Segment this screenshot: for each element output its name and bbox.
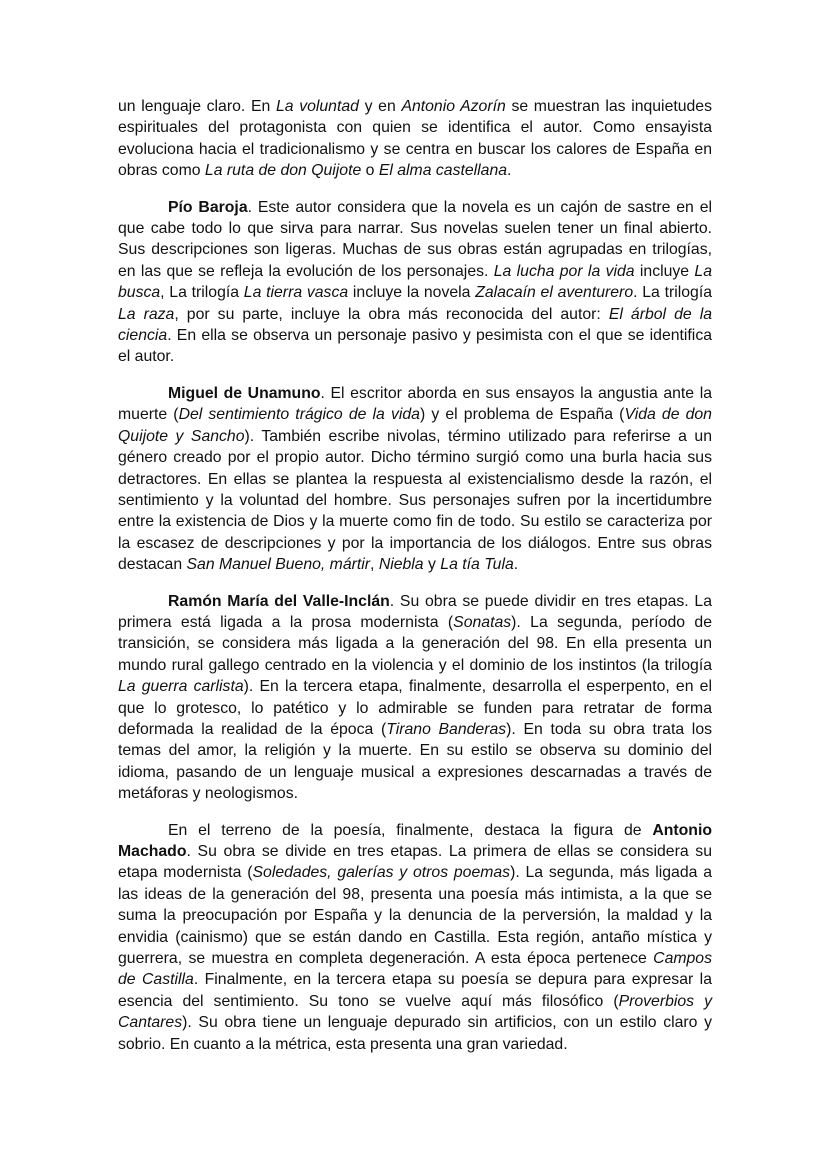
author-name: Pío Baroja (168, 198, 248, 216)
text-run: ). En la tercera etapa, finalmente, desarrolla el esperpento, en el que lo grotesco, lo patético y lo admirable se funden para retratar de forma deformada la realidad de la época ( (118, 678, 712, 738)
italic-title: El alma castellana (378, 162, 508, 180)
italic-title: Proverbios y Cantares (118, 992, 712, 1032)
italic-title: Tirano Banderas (386, 720, 507, 738)
text-run: . La trilogía (633, 284, 712, 302)
italic-title: Niebla (378, 556, 424, 574)
italic-title: Sonatas (453, 613, 512, 631)
text-run: ). También escribe nivolas, término utilizado para referirse a un género creado por el propio autor. Dicho término surgió como una burla hacia sus detractores. En ellas se plantea la respuesta al existencialismo desde la razón, el sentimiento y la voluntad del hombre. Sus personajes sufren por la incertidumbre entre la existencia de Dios y la muerte como fin de todo. Su estilo se caracteriza por la escasez de descripciones y por la importancia de los diálogos. Entre sus obras destacan (118, 427, 712, 574)
text-run: se muestran las inquietudes espirituales del protagonista con quien se identifica el autor. Como ensayista evoluciona hacia el tradicionalismo y se centra en buscar los calores de España en obras como (118, 98, 712, 180)
text-run: . Finalmente, en la tercera etapa su poesía se depura para expresar la esencia del sentimiento. Su tono se vuelve aquí más filosófico ( (118, 971, 712, 1010)
italic-title: La busca (118, 262, 712, 302)
paragraph-unamuno (118, 383, 712, 576)
italic-title: El árbol de la ciencia (118, 305, 712, 345)
italic-title: Antonio Azorín (401, 98, 506, 115)
text-run: ). Su obra tiene un lenguaje depurado sin artificios, con un estilo claro y sobrio. En cuanto a la métrica, esta presenta una gran variedad. (118, 1014, 712, 1053)
text-run: En el terreno de la poesía, finalmente, destaca la figura de (168, 821, 653, 839)
italic-title: Zalacaín el aventurero (475, 284, 634, 302)
italic-title: Campos de Castilla (118, 950, 712, 989)
text-run: ). La segunda, período de transición, se considera más ligada a la generación del 98. En ella presenta un mundo rural gallego centrado en la violencia y el dominio de los instintos (la trilogía (118, 613, 712, 674)
author-name: Miguel de Unamuno (168, 384, 321, 402)
italic-title: San Manuel Bueno, mártir (186, 556, 371, 574)
italic-title: Vida de don Quijote y Sancho (118, 406, 712, 445)
paragraph-valle-inclan (118, 591, 712, 805)
text-run: ) y el problema de España ( (419, 406, 625, 424)
text-run: y en (358, 98, 402, 115)
text-run: . El escritor aborda en sus ensayos la angustia ante la muerte ( (118, 384, 712, 424)
italic-title: Soledades, galerías y otros poemas (252, 864, 511, 882)
italic-title: La raza (118, 305, 175, 323)
text-run: , La trilogía (160, 284, 244, 302)
text-run: o (361, 162, 379, 180)
text-run: . En ella se observa un personaje pasivo y pesimista con el que se identifica el autor. (118, 327, 712, 366)
text-run: . Su obra se puede dividir en tres etapas. La primera está ligada a la prosa modernista ( (118, 592, 712, 631)
italic-title: La voluntad (275, 98, 359, 115)
italic-title: La ruta de don Quijote (204, 162, 362, 180)
text-run: ). En toda su obra trata los temas del amor, la religión y la muerte. En su estilo se observa su dominio del idioma, pasando de un lenguaje musical a expresiones descarnadas a través de metáforas y neologismos. (118, 720, 712, 803)
text-run: . Este autor considera que la novela es un cajón de sastre en el que cabe todo lo que sirva para narrar. Sus novelas suelen tener un final abierto. Sus descripciones son ligeras. Muchas de sus obras están agrupadas en trilogías, en las que se refleja la evolución de los personajes. (118, 198, 712, 280)
text-run: y (423, 556, 441, 574)
text-run: , por su parte, incluye la obra más reconocida del autor: (174, 305, 609, 323)
italic-title: La tierra vasca (243, 284, 349, 302)
text-run: . (507, 162, 512, 180)
paragraph-azorin (118, 96, 712, 182)
italic-title: La guerra carlista (118, 678, 244, 696)
text-run: incluye la novela (348, 284, 476, 302)
italic-title: Del sentimiento trágico de la vida (178, 406, 420, 424)
text-run: ). La segunda, más ligada a las ideas de la generación del 98, presenta una poesía más intimista, a la que se suma la preocupación por España y la denuncia de la perversión, la maldad y la envidia (cainismo) que se están dando en Castilla. Esta región, antaño mística y guerrera, se muestra en completa degeneración. A esta época pertenece (118, 864, 712, 968)
author-name: Antonio Machado (118, 821, 712, 860)
italic-title: La lucha por la vida (493, 262, 635, 280)
text-run: , (370, 556, 379, 574)
text-run: . Su obra se divide en tres etapas. La primera de ellas se considera su etapa modernista ( (118, 843, 712, 882)
paragraph-machado (118, 820, 712, 1055)
text-run: incluye (634, 262, 695, 280)
body-text (118, 96, 712, 1070)
paragraph-pio-baroja (118, 197, 712, 368)
text-run: un lenguaje claro. En (118, 98, 276, 115)
author-name: Ramón María del Valle-Inclán (168, 592, 390, 610)
italic-title: La tía Tula (440, 556, 514, 574)
text-run: . (513, 556, 519, 574)
